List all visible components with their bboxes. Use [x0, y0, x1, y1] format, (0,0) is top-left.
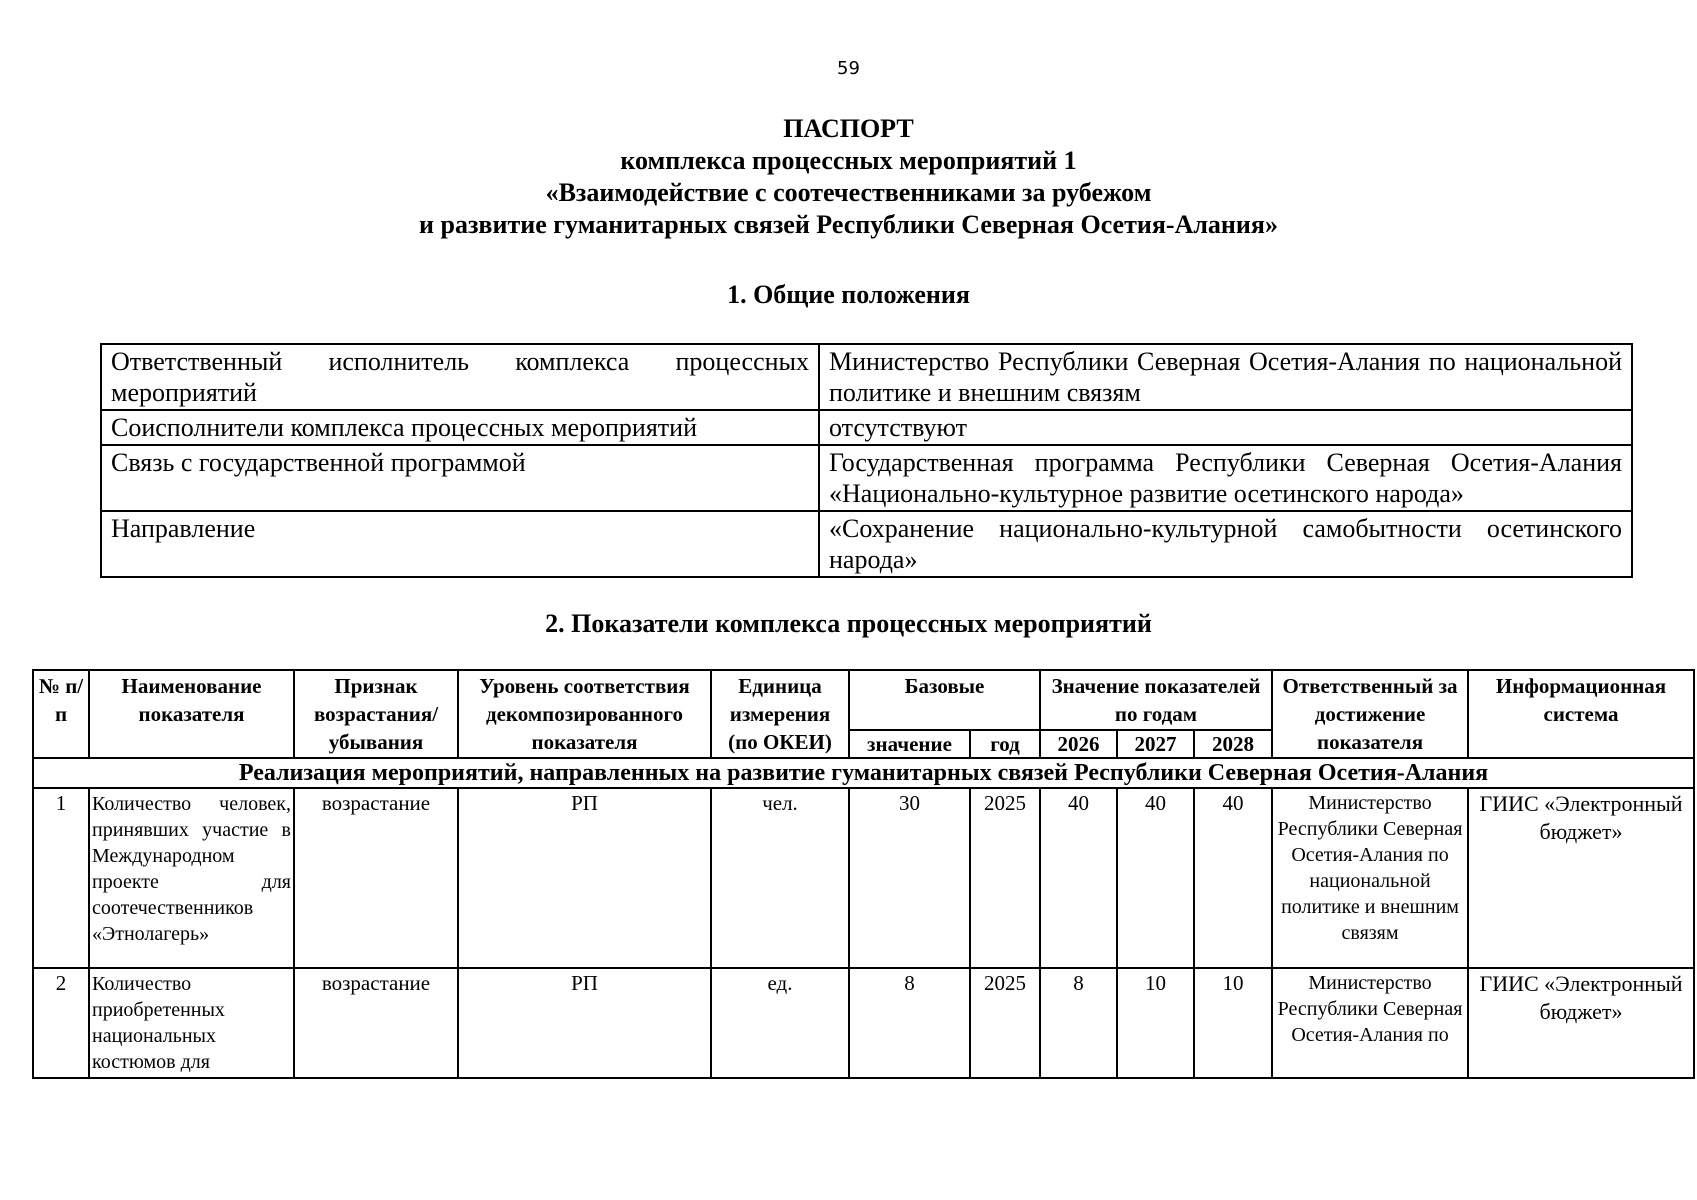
cell-trend: возрастание — [294, 788, 458, 968]
header-values: Значение показателей по годам — [1040, 670, 1272, 730]
title-line-2: комплекса процессных мероприятий 1 — [620, 146, 1077, 175]
cell-name: Количество приобретенных национальных костюмов для — [89, 968, 294, 1078]
row-value: Государственная программа Республики Северная Осетия-Алания «Национально-культурное развитие осетинского народа» — [819, 445, 1632, 511]
row-label: Ответственный исполнитель комплекса процессных мероприятий — [101, 344, 819, 410]
cell-base-year: 2025 — [970, 968, 1040, 1078]
title-line-1: ПАСПОРТ — [783, 114, 914, 143]
cell-2028: 40 — [1194, 788, 1272, 968]
cell-name: Количество человек, принявших участие в Международном проекте для соотечественников «Этнолагерь» — [89, 788, 294, 968]
cell-2026: 40 — [1040, 788, 1117, 968]
cell-base-value: 8 — [849, 968, 970, 1078]
cell-info: ГИИС «Электронный бюджет» — [1468, 968, 1694, 1078]
section-1-heading: 1. Общие положения — [727, 280, 970, 309]
header-2028: 2028 — [1194, 730, 1272, 758]
cell-level: РП — [458, 968, 711, 1078]
cell-base-year: 2025 — [970, 788, 1040, 968]
row-value: отсутствуют — [819, 410, 1632, 445]
cell-responsible: Министерство Республики Северная Осетия-Алания по — [1272, 968, 1468, 1078]
cell-2028: 10 — [1194, 968, 1272, 1078]
header-2026: 2026 — [1040, 730, 1117, 758]
header-base-value: значение — [849, 730, 970, 758]
cell-responsible: Министерство Республики Северная Осетия-Алания по национальной политике и внешним связям — [1272, 788, 1468, 968]
cell-unit: чел. — [711, 788, 849, 968]
header-info: Информационная система — [1468, 670, 1694, 758]
section-row-title: Реализация мероприятий, направленных на развитие гуманитарных связей Республики Северная Осетия-Алания — [33, 758, 1694, 788]
header-base: Базовые — [849, 670, 1040, 730]
section-row — [33, 758, 1694, 788]
document-title — [0, 113, 1697, 241]
section-2-heading: 2. Показатели комплекса процессных мероприятий — [545, 609, 1152, 638]
table-row — [101, 445, 1632, 511]
cell-unit: ед. — [711, 968, 849, 1078]
row-value: Министерство Республики Северная Осетия-Алания по национальной политике и внешним связям — [819, 344, 1632, 410]
row-label: Связь с государственной программой — [101, 445, 819, 511]
header-level: Уровень соответствия декомпозированного показателя — [458, 670, 711, 758]
table-row — [101, 511, 1632, 577]
cell-level: РП — [458, 788, 711, 968]
page-number: 59 — [837, 58, 860, 79]
header-responsible: Ответственный за достижение показателя — [1272, 670, 1468, 758]
row-label: Направление — [101, 511, 819, 577]
title-line-4: и развитие гуманитарных связей Республики Северная Осетия-Алания» — [419, 210, 1278, 239]
header-unit: Единица измерения (по ОКЕИ) — [711, 670, 849, 758]
cell-num: 1 — [33, 788, 89, 968]
table-row — [101, 410, 1632, 445]
cell-2026: 8 — [1040, 968, 1117, 1078]
table-row — [33, 788, 1694, 968]
table-row — [33, 968, 1694, 1078]
row-label: Соисполнители комплекса процессных мероприятий — [101, 410, 819, 445]
cell-trend: возрастание — [294, 968, 458, 1078]
title-line-3: «Взаимодействие с соотечественниками за рубежом — [545, 178, 1152, 207]
header-name: Наименование показателя — [89, 670, 294, 758]
cell-num: 2 — [33, 968, 89, 1078]
header-base-year: год — [970, 730, 1040, 758]
general-provisions-table — [100, 343, 1633, 578]
cell-info: ГИИС «Электронный бюджет» — [1468, 788, 1694, 968]
cell-base-value: 30 — [849, 788, 970, 968]
table-row — [101, 344, 1632, 410]
header-2027: 2027 — [1117, 730, 1194, 758]
cell-2027: 10 — [1117, 968, 1194, 1078]
header-num: № п/п — [33, 670, 89, 758]
cell-2027: 40 — [1117, 788, 1194, 968]
header-row — [33, 670, 1694, 730]
indicators-table — [32, 669, 1695, 1079]
row-value: «Сохранение национально-культурной самобытности осетинского народа» — [819, 511, 1632, 577]
header-trend: Признак возрастания/ убывания — [294, 670, 458, 758]
